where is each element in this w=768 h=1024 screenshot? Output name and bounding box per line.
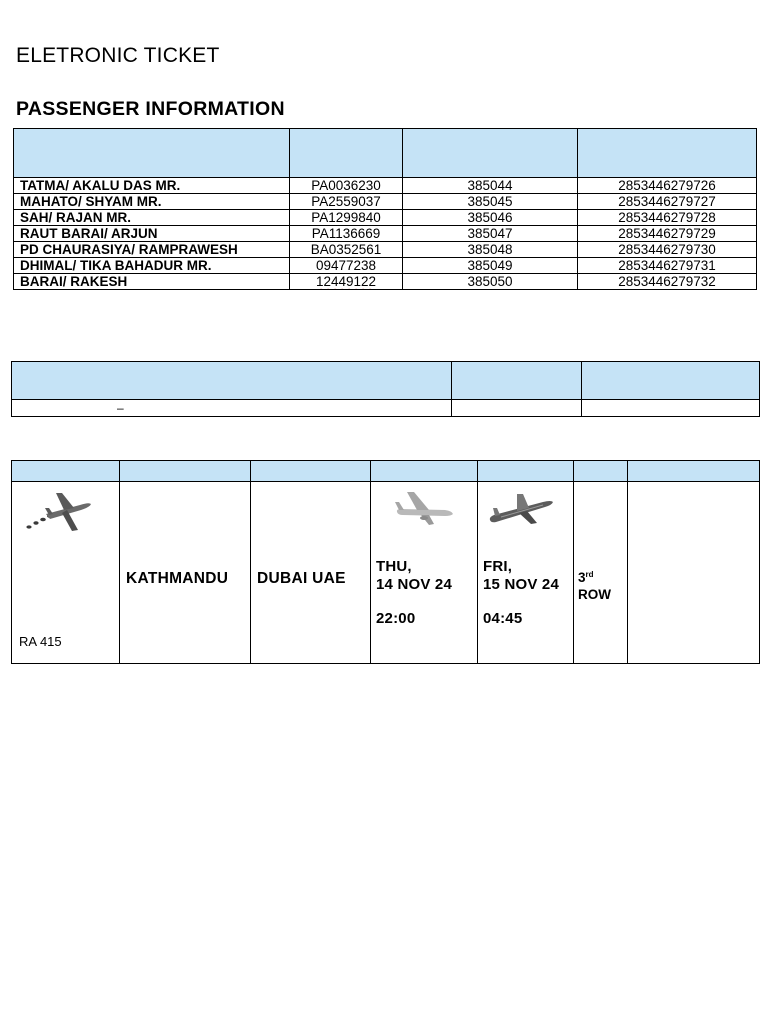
destination-city: DUBAI UAE (257, 570, 346, 587)
departure-plane-icon (393, 490, 455, 526)
passenger-name: BARAI/ RAKESH (14, 274, 290, 290)
origin-city: KATHMANDU (126, 570, 229, 587)
row-number: 3 (578, 570, 586, 585)
header-cell (14, 129, 290, 178)
reference-code: 385047 (403, 226, 578, 242)
row-label: ROW (578, 587, 611, 602)
row-cell (574, 482, 628, 664)
dash-text: – (117, 401, 124, 415)
reference-code: 385044 (403, 178, 578, 194)
section-title: PASSENGER INFORMATION (16, 98, 285, 120)
flight-number: RA 415 (19, 634, 62, 649)
header-cell (120, 461, 251, 482)
header-cell (12, 362, 452, 400)
reference-code: 385048 (403, 242, 578, 258)
table-row (12, 400, 760, 417)
flight-row (12, 482, 760, 664)
arrival-day: FRI, (483, 558, 513, 575)
ticket-number: 2853446279730 (578, 242, 757, 258)
passenger-name: MAHATO/ SHYAM MR. (14, 194, 290, 210)
table-row (14, 178, 757, 194)
reference-code: 385049 (403, 258, 578, 274)
passport-number: PA1299840 (290, 210, 403, 226)
departure-date-text: 14 NOV 24 (376, 576, 453, 593)
arrival-date-text: 15 NOV 24 (483, 576, 560, 593)
passport-number: PA1136669 (290, 226, 403, 242)
seat-row (578, 566, 611, 603)
departure-date (376, 558, 452, 594)
table-row (14, 226, 757, 242)
departure-time: 22:00 (376, 610, 416, 627)
header-cell (578, 129, 757, 178)
header-cell (628, 461, 760, 482)
ticket-number: 2853446279726 (578, 178, 757, 194)
arrival-time: 04:45 (483, 610, 523, 627)
fare-table-header (12, 362, 760, 400)
fare-cell (452, 400, 582, 417)
ticket-number: 2853446279729 (578, 226, 757, 242)
document-title: ELETRONIC TICKET (16, 44, 220, 67)
table-row (14, 194, 757, 210)
passenger-name: PD CHAURASIYA/ RAMPRAWESH (14, 242, 290, 258)
takeoff-plane-icon (20, 490, 96, 538)
passenger-name: TATMA/ AKALU DAS MR. (14, 178, 290, 194)
ticket-number: 2853446279728 (578, 210, 757, 226)
reference-code: 385050 (403, 274, 578, 290)
reference-code: 385045 (403, 194, 578, 210)
flight-table (11, 460, 760, 664)
origin-cell (120, 482, 251, 664)
passenger-table-header (14, 129, 757, 178)
departure-day: THU, (376, 558, 412, 575)
destination-cell (251, 482, 371, 664)
reference-code: 385046 (403, 210, 578, 226)
header-cell (251, 461, 371, 482)
row-suffix: rd (585, 570, 594, 579)
fare-cell (12, 400, 452, 417)
passenger-name: SAH/ RAJAN MR. (14, 210, 290, 226)
table-row (14, 274, 757, 290)
passport-number: PA2559037 (290, 194, 403, 210)
passport-number (290, 274, 403, 290)
header-cell (574, 461, 628, 482)
passenger-name: DHIMAL/ TIKA BAHADUR MR. (14, 258, 290, 274)
header-cell (12, 461, 120, 482)
header-cell (371, 461, 478, 482)
ticket-number: 2853446279732 (578, 274, 757, 290)
flight-table-header (12, 461, 760, 482)
ticket-number: 2853446279727 (578, 194, 757, 210)
arrival-date (483, 558, 559, 594)
table-row (14, 242, 757, 258)
header-cell (403, 129, 578, 178)
header-cell (478, 461, 574, 482)
passenger-table (13, 128, 757, 290)
spellcheck-flagged-text: 12449122 (315, 274, 377, 289)
fare-table (11, 361, 760, 417)
departure-cell (371, 482, 478, 664)
arrival-cell (478, 482, 574, 664)
passport-number: 09477238 (290, 258, 403, 274)
header-cell (582, 362, 760, 400)
passport-number: PA0036230 (290, 178, 403, 194)
header-cell (290, 129, 403, 178)
arrival-plane-icon (487, 492, 555, 526)
header-cell (452, 362, 582, 400)
flight-cell (12, 482, 120, 664)
ticket-number: 2853446279731 (578, 258, 757, 274)
passenger-name: RAUT BARAI/ ARJUN (14, 226, 290, 242)
empty-cell (628, 482, 760, 664)
passport-number: BA0352561 (290, 242, 403, 258)
table-row (14, 210, 757, 226)
table-row (14, 258, 757, 274)
fare-cell (582, 400, 760, 417)
